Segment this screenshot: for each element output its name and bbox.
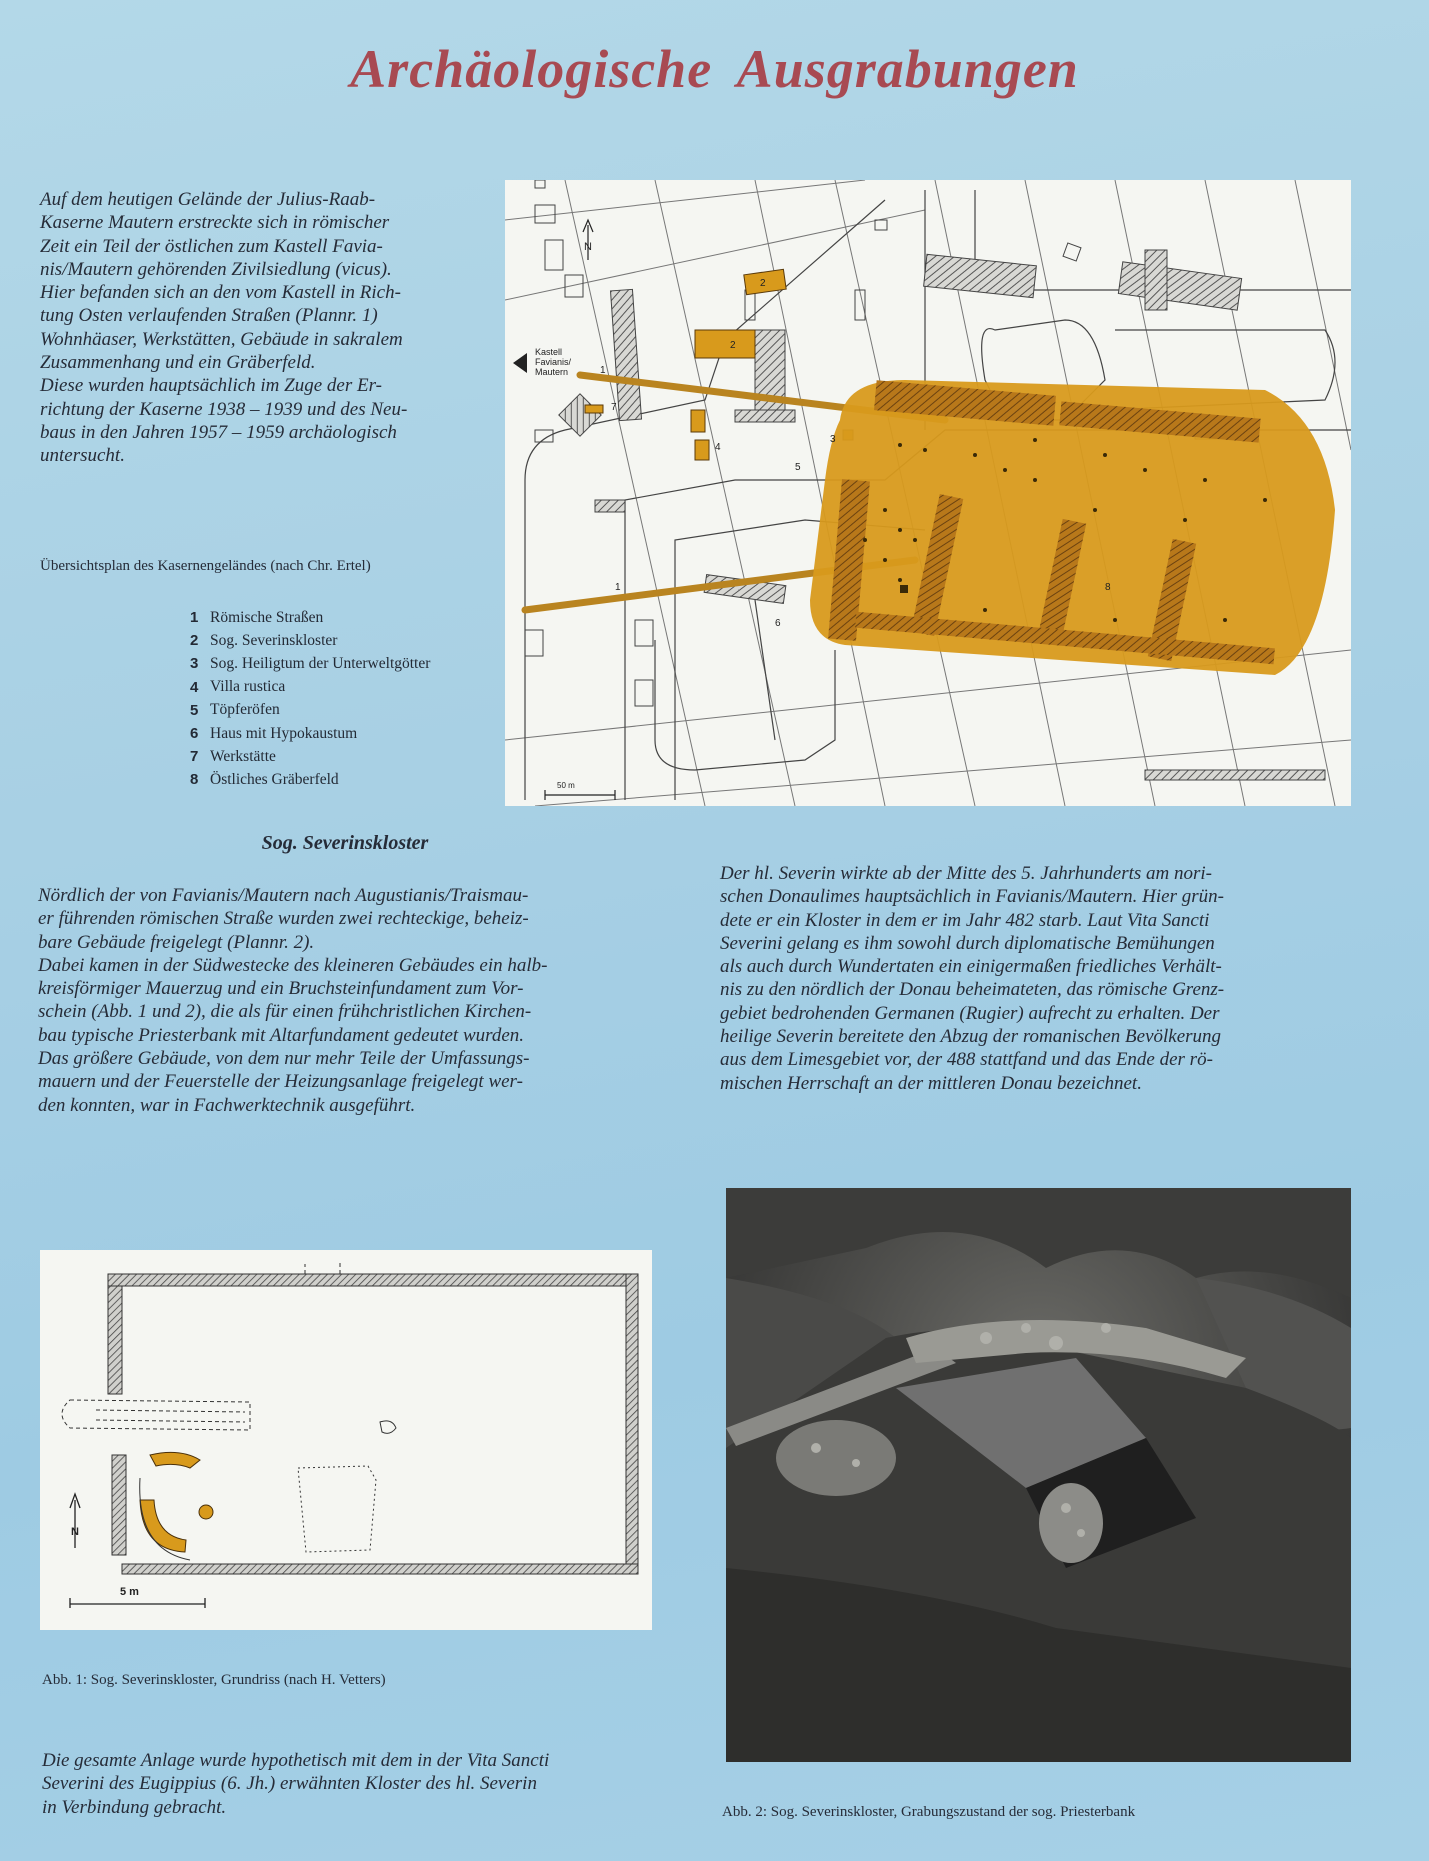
scale-label: 5 m [120,1586,139,1598]
text-line: Nördlich der von Favianis/Mautern nach Augustianis/Traismau- [38,885,529,906]
legend-item [190,676,430,699]
text-line: schein (Abb. 1 und 2), die als für einen frühchristlichen Kirchen- [38,1001,532,1023]
legend-label: Östliches Gräberfeld [210,770,339,788]
legend-number: 3 [190,655,199,673]
text-line: heilige Severin bereitete den Abzug der romanischen Bevölkerung [720,1026,1222,1048]
legend-item [190,699,430,722]
text-line: als auch durch Wundertaten ein einigermaßen friedliches Verhält- [720,956,1222,978]
text-line: Zeit ein Teil der östlichen zum Kastell Favia- [40,235,383,257]
plan-number: 1 [600,365,606,376]
plan-number: 4 [715,442,721,453]
section-heading: Sog. Severinskloster [261,832,429,854]
plan-number: 2 [730,340,736,351]
text-line: dete er ein Kloster in dem er im Jahr 482 starb. Laut Vita Sancti [720,909,1210,931]
legend-label: Sog. Heiligtum der Unterweltgötter [210,654,431,672]
text-line: baus in den Jahren 1957 – 1959 archäologisch [40,421,397,443]
map-legend [190,606,430,792]
severin-paragraph [720,862,1370,1095]
text-line: Kaserne Mautern erstreckte sich in römischer [40,212,390,234]
text-line: nis zu den nördlich der Donau beheimateten, das römische Grenz- [720,979,1225,1001]
text-line: kreisförmiger Mauerzug und ein Bruchsteinfundament zum Vor- [38,978,524,1000]
text-line: den konnten, war in Fachwerktechnik ausgeführt. [38,1094,416,1116]
text-line: Zusammenhang und ein Gräberfeld. [40,352,316,374]
legend-label: Töpferöfen [210,701,280,719]
plan-number: 5 [795,462,801,473]
text-line: richtung der Kaserne 1938 – 1939 und des Neu- [40,398,408,420]
plan-number: 6 [775,618,781,629]
figure-caption: Abb. 1: Sog. Severinskloster, Grundriss (nach H. Vetters) [42,1672,386,1688]
text-line: Dabei kamen in der Südwestecke des kleineren Gebäudes ein halb- [38,954,548,976]
legend-item [190,722,430,745]
scale-label: 50 m [557,781,575,790]
plan-number: 1 [615,582,621,593]
plan-number: 7 [611,402,617,413]
cemetery-area [810,380,1335,675]
scale-bar [70,1598,205,1608]
text-line: er führenden römischen Straße wurden zwei rechteckige, beheiz- [38,908,529,930]
legend-label: Römische Straßen [210,608,324,626]
plan-number: 2 [760,278,766,289]
conclusion-paragraph [42,1749,682,1819]
legend-number: 1 [190,609,199,627]
text-line: Der hl. Severin wirkte ab der Mitte des 5. Jahrhunderts am nori- [720,863,1212,884]
text-line: Auf dem heutigen Gelände der Julius-Raab- [40,189,376,210]
text-line: untersucht. [40,445,125,467]
text-line: Severini gelang es ihm sowohl durch diplomatische Bemühungen [720,932,1215,954]
map-caption: Übersichtsplan des Kasernengeländes (nach Chr. Ertel) [40,558,371,574]
text-line: mischen Herrschaft an der mittleren Donau bezeichnet. [720,1072,1142,1094]
page-title: Archäologische Ausgrabungen [350,39,1079,99]
text-line: bau typische Priesterbank mit Altarfundament gedeutet wurden. [38,1024,525,1046]
north-label: N [71,1526,79,1538]
text-line: gebiet bedrohenden Germanen (Rugier) aufrecht zu erhalten. Der [720,1002,1220,1024]
text-line: bare Gebäude freigelegt (Plannr. 2). [38,931,315,953]
text-line: Severini des Eugippius (6. Jh.) erwähnten Kloster des hl. Severin [42,1773,537,1795]
floor-plan [40,1250,652,1630]
north-arrow-icon [583,220,593,260]
severinskloster-paragraph [38,884,658,1117]
legend-label: Villa rustica [210,678,286,696]
text-line: Hier befanden sich an den vom Kastell in Rich- [40,282,401,304]
legend-label: Sog. Severinskloster [210,631,338,649]
scale-bar [545,790,615,800]
north-label: N [584,241,592,253]
excavation-photo-drawing [726,1188,1351,1762]
text-line: nis/Mautern gehörenden Zivilsiedlung (vicus). [40,258,392,280]
legend-label: Haus mit Hypokaustum [210,724,358,742]
kastell-label: Kastell [535,347,563,357]
legend-number: 4 [190,678,199,696]
site-map [505,180,1351,806]
north-arrow-icon [70,1494,80,1548]
site-map-drawing [505,180,1351,806]
text-line: Wohnhäaser, Werkstätten, Gebäude in sakralem [40,328,403,350]
legend-item [190,652,430,675]
legend-number: 2 [190,632,199,650]
figure-caption: Abb. 2: Sog. Severinskloster, Grabungszustand der sog. Priesterbank [722,1804,1136,1820]
text-line: tung Osten verlaufenden Straßen (Plannr. 1) [40,305,378,327]
excavation-photo [726,1188,1351,1762]
legend-number: 8 [190,771,199,789]
text-line: Das größere Gebäude, von dem nur mehr Teile der Umfassungs- [38,1048,530,1070]
legend-label: Werkstätte [210,747,276,765]
text-line: mauern und der Feuerstelle der Heizungsanlage freigelegt wer- [38,1071,523,1093]
text-line: Die gesamte Anlage wurde hypothetisch mit dem in der Vita Sancti [42,1750,550,1771]
intro-paragraph [40,188,490,468]
plan-number: 3 [830,434,836,445]
legend-item [190,606,430,629]
legend-item [190,745,430,768]
kastell-arrow-icon [513,353,527,373]
legend-item [190,629,430,652]
floor-plan-drawing [40,1250,652,1630]
text-line: Diese wurden hauptsächlich im Zuge der Er- [40,375,382,397]
text-line: in Verbindung gebracht. [42,1796,227,1818]
legend-number: 6 [190,725,199,743]
legend-number: 7 [190,748,199,766]
text-line: aus dem Limesgebiet vor, der 488 stattfand und das Ende der rö- [720,1049,1213,1071]
kastell-label: Favianis/ [535,357,572,367]
legend-number: 5 [190,701,199,719]
kastell-label: Mautern [535,367,569,377]
legend-item [190,768,430,791]
plan-number: 8 [1105,582,1111,593]
text-line: schen Donaulimes hauptsächlich in Favianis/Mautern. Hier grün- [720,886,1224,908]
